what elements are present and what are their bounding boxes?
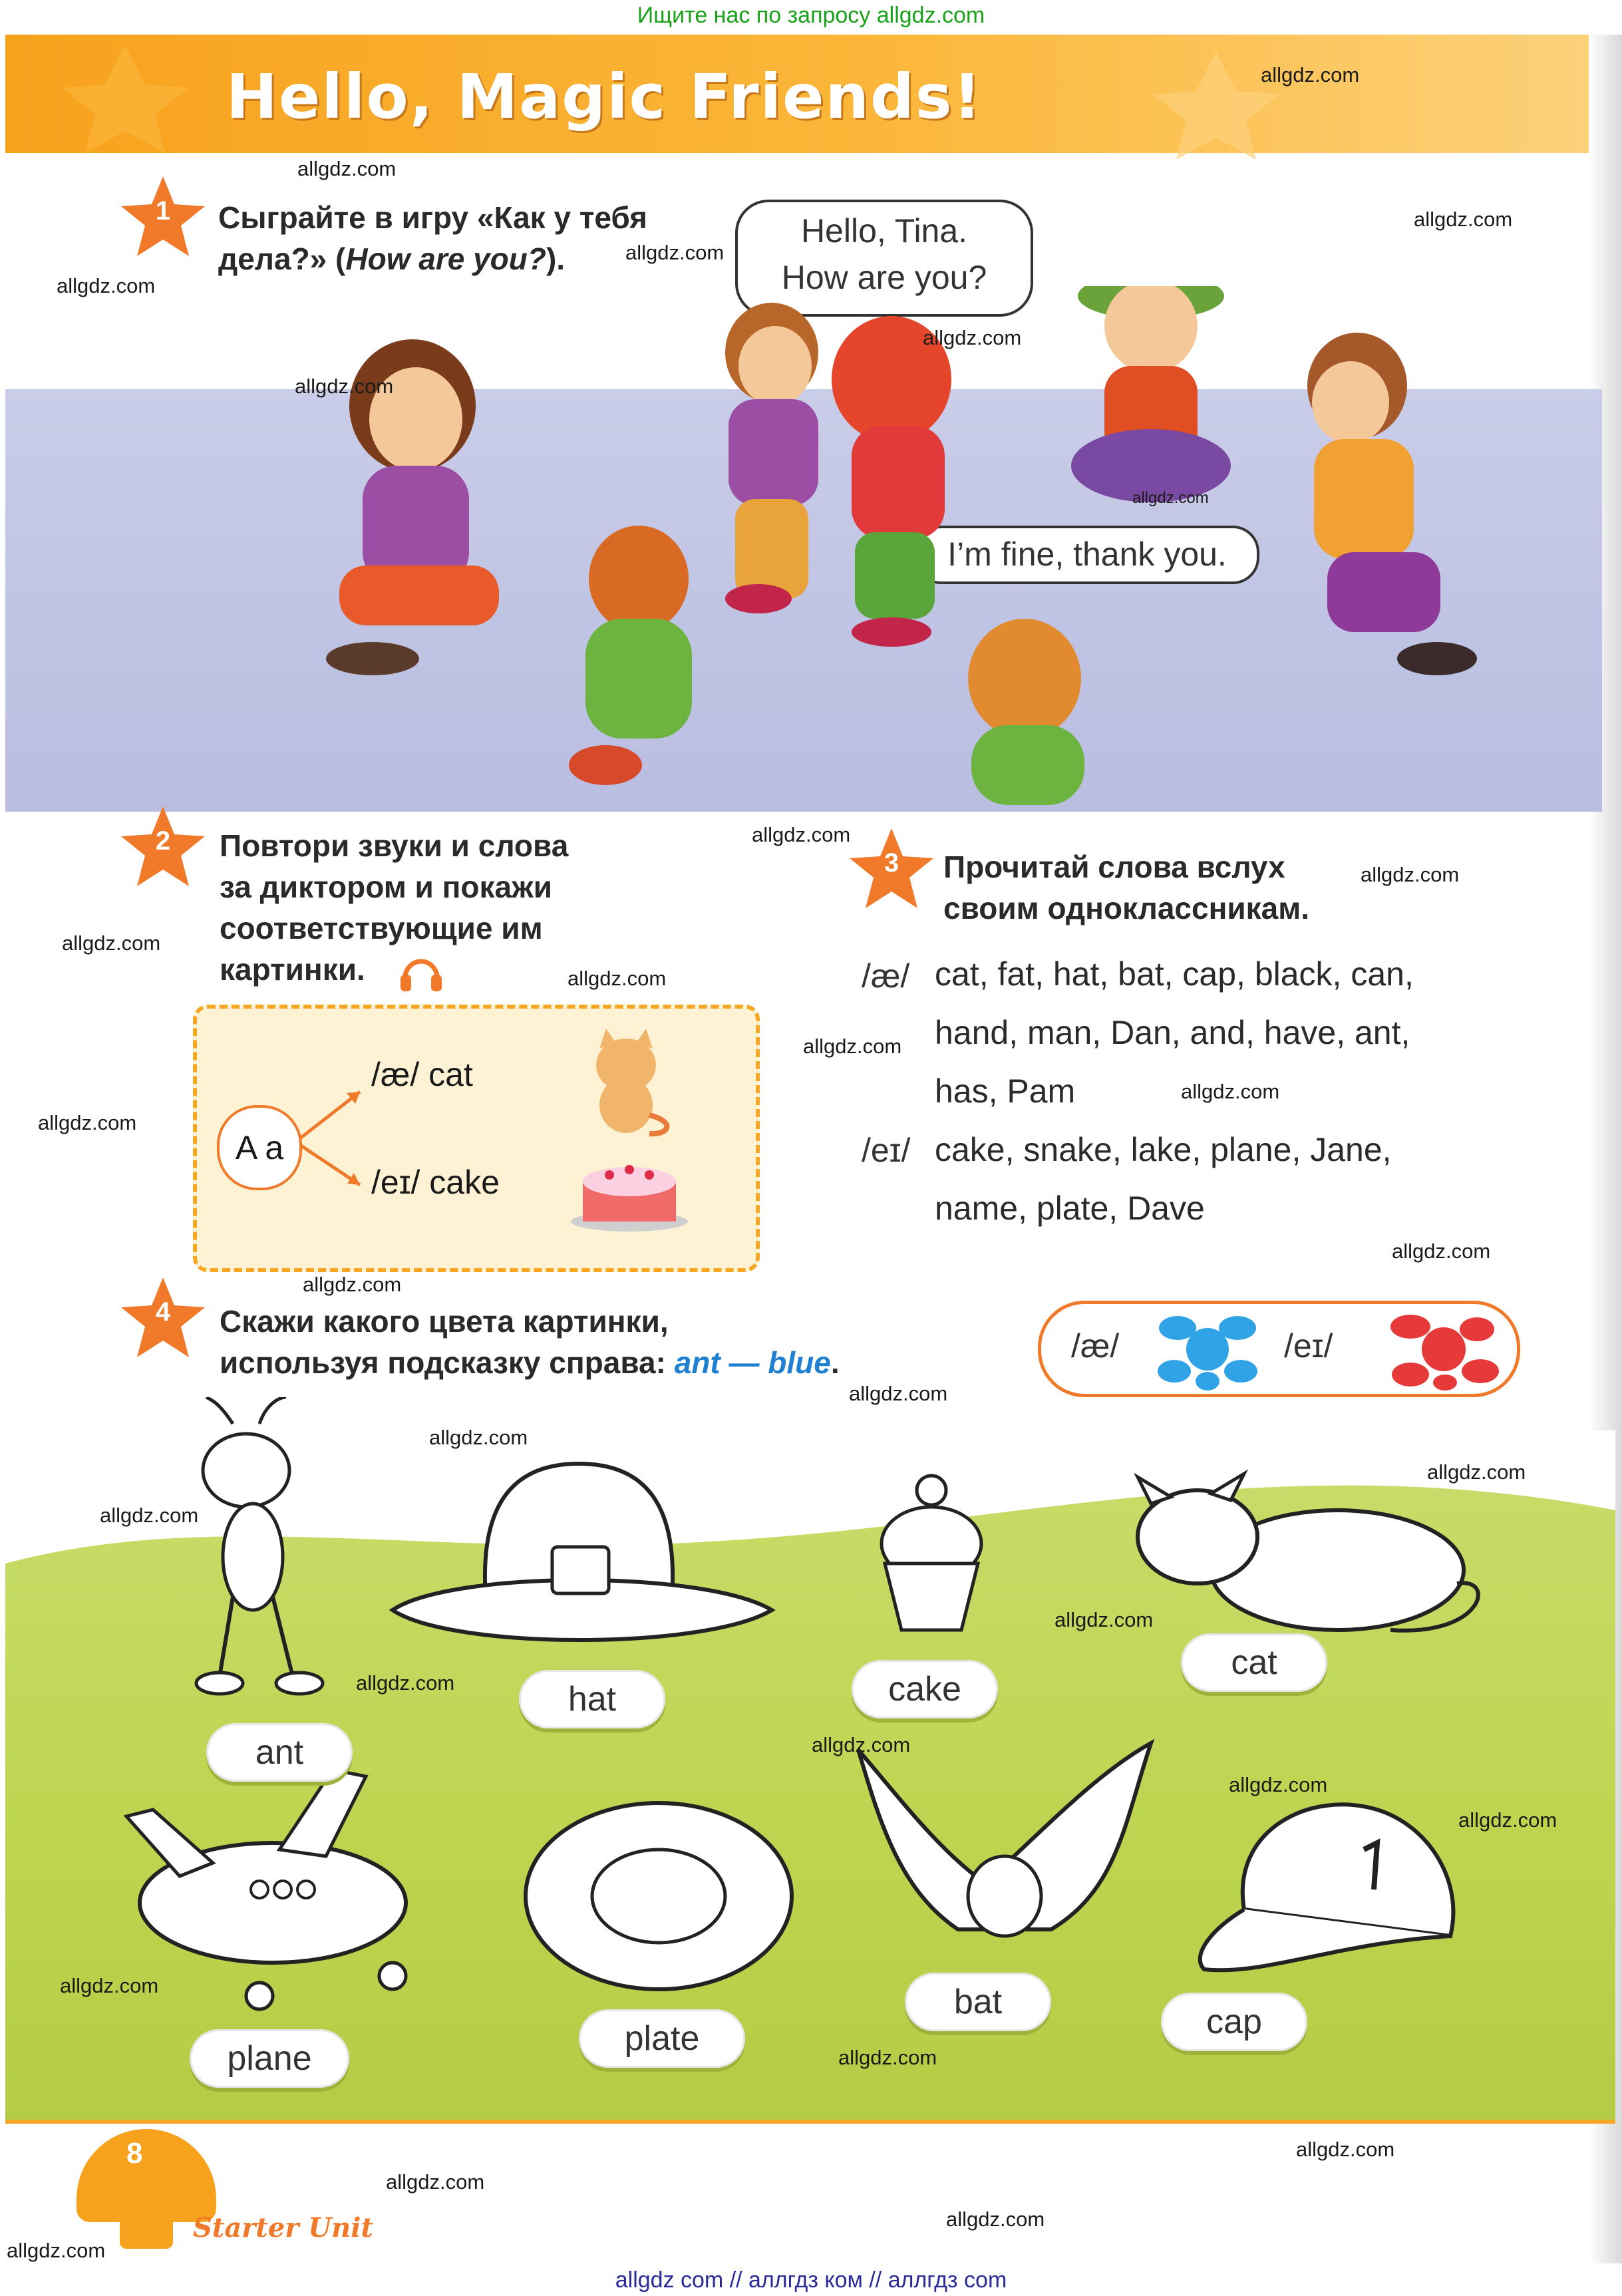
cupcake-picture-icon [865,1464,998,1643]
watermark: allgdz.com [923,326,1022,349]
ant-picture-icon [193,1397,339,1710]
watermark: allgdz.com [38,1111,137,1134]
task2-line: за диктором и покажи [220,870,552,904]
word-label-hat[interactable]: hat [519,1670,665,1728]
word-line: cat, fat, hat, bat, cap, black, can, [935,955,1414,993]
sound-word: cake [429,1164,500,1201]
footer-line [5,2120,1615,2124]
task2-line: Повтори звуки и слова [220,828,569,863]
boy-kneeling-figure [1307,333,1477,675]
children-illustration [293,286,1490,812]
task4-hint: ant — blue [674,1345,831,1380]
watermark: allgdz.com [803,1035,902,1058]
task1-line2-em: How are you? [345,242,546,276]
task-number: 3 [884,848,899,878]
plane-picture-icon [113,1756,426,2023]
task-number: 1 [155,196,171,226]
task2-text [220,825,568,990]
sound-row-1 [371,1055,473,1094]
watermark: allgdz.com [1181,1080,1280,1103]
sound-row-2 [371,1163,500,1202]
word-line: name, plate, Dave [935,1190,1205,1227]
task1-line2b: ). [546,242,566,276]
top-note[interactable]: Ищите нас по запросу allgdz.com [637,3,985,28]
words-ei [935,1120,1392,1237]
boy-handshake-figure [725,303,818,613]
letter-circle: A a [217,1105,302,1190]
boy-hat-figure [1071,286,1231,502]
task3-text [943,846,1309,929]
bubble-line1: Hello, Tina. [800,212,968,249]
bat-picture-icon [838,1730,1171,2009]
watermark: allgdz.com [752,823,851,846]
watermark: allgdz.com [356,1671,455,1695]
task3-line: Прочитай слова вслух [943,850,1285,884]
watermark: allgdz.com [297,157,397,180]
task-number-star [120,176,206,263]
watermark: allgdz.com [7,2239,106,2262]
task-number-star [120,1277,206,1364]
arrow-icons [297,1072,370,1205]
watermark: allgdz.com [1296,2138,1395,2161]
word-label-bat[interactable]: bat [905,1973,1051,2031]
red-splash-icon [1384,1308,1504,1391]
task4-line2: используя подсказку справа: [220,1345,675,1380]
watermark: allgdz.com [568,967,667,990]
watermark: allgdz.com [625,241,725,264]
watermark: allgdz.com [1414,208,1513,231]
cat-sleeping-picture-icon [1124,1464,1497,1643]
watermark: allgdz.com [386,2170,485,2194]
headphones-icon[interactable] [398,945,444,995]
watermark: allgdz.com [295,375,394,398]
word-label-ant[interactable]: ant [206,1723,353,1782]
boy-back-figure [569,526,692,785]
task3-line: своим одноклассникам. [943,891,1310,925]
sound-box [193,1005,760,1272]
task4-text [220,1301,840,1383]
task4-hint-end: . [830,1345,840,1380]
task2-line: картинки. [220,952,365,987]
cat-picture-icon [576,1029,676,1138]
page-number: 8 [126,2137,143,2170]
watermark: allgdz.com [849,1382,948,1405]
watermark: allgdz.com [1392,1239,1491,1263]
word-line: hand, man, Dan, and, have, ant, [935,1014,1410,1051]
word-line: has, Pam [935,1072,1076,1110]
page-title: Hello, Magic Friends! [226,61,983,132]
word-label-plane[interactable]: plane [190,2029,349,2088]
task-number-star [848,828,935,915]
watermark: allgdz.com [57,274,156,297]
word-label-plate[interactable]: plate [579,2009,745,2068]
bubble-reply: I’m fine, thank you. [947,536,1227,573]
mushroom-stem [120,2209,173,2249]
bubble-line2: How are you? [781,259,987,296]
color-legend [1038,1301,1520,1397]
word-line: cake, snake, lake, plane, Jane, [935,1131,1392,1168]
watermark: allgdz.com [60,1974,159,1997]
mushroom-icon [77,2129,216,2222]
hat-picture-icon [386,1457,778,1650]
cake-picture-icon [569,1148,689,1235]
word-label-cake[interactable]: cake [852,1660,998,1719]
watermark: allgdz.com [812,1733,911,1756]
watermark: allgdz.com [1361,863,1460,886]
star-decoration-icon [45,41,205,154]
unit-label: Starter Unit [193,2212,373,2243]
legend-ipa-ae: /æ/ [1071,1327,1120,1365]
words-ae [935,945,1414,1120]
sound-ipa: /æ/ [371,1056,420,1093]
watermark: allgdz.com [100,1504,199,1527]
task-number: 4 [155,1297,171,1327]
ipa-ae: /æ/ [862,957,910,995]
watermark: allgdz.com [1132,489,1209,507]
task2-line: соответствующие им [220,911,543,945]
task1-line2a: дела?» ( [218,242,346,276]
watermark: allgdz.com [1427,1460,1526,1484]
watermark: allgdz.com [303,1273,402,1296]
word-label-cap[interactable]: cap [1161,1993,1307,2051]
sound-ipa: /eɪ/ [371,1164,420,1201]
watermark: allgdz.com [946,2208,1045,2231]
task1-line1: Сыграйте в игру «Как у тебя [218,200,647,235]
boy-back-front-figure [968,619,1084,805]
cap-picture-icon [1184,1783,1484,1989]
task4-line1: Скажи какого цвета картинки, [220,1304,669,1339]
task-number: 2 [155,826,171,856]
watermark: allgdz.com [838,2046,937,2069]
ipa-ei: /eɪ/ [862,1132,911,1169]
task1-text [218,197,647,279]
watermark: allgdz.com [1229,1773,1328,1796]
plate-picture-icon [519,1796,798,1996]
girl-red-hair-figure [832,316,951,647]
bottom-note[interactable]: allgdz com // аллгдз ком // аллгдз com [615,2267,1007,2293]
watermark: allgdz.com [1054,1608,1154,1631]
blue-splash-icon [1151,1308,1264,1391]
sound-word: cat [428,1056,473,1093]
watermark: allgdz.com [1458,1808,1557,1832]
watermark: allgdz.com [1261,63,1360,86]
word-label-cat[interactable]: cat [1181,1633,1327,1692]
legend-ipa-ei: /eɪ/ [1284,1327,1333,1365]
watermark: allgdz.com [429,1426,528,1449]
task-number-star [120,806,206,893]
watermark: allgdz.com [62,931,161,955]
